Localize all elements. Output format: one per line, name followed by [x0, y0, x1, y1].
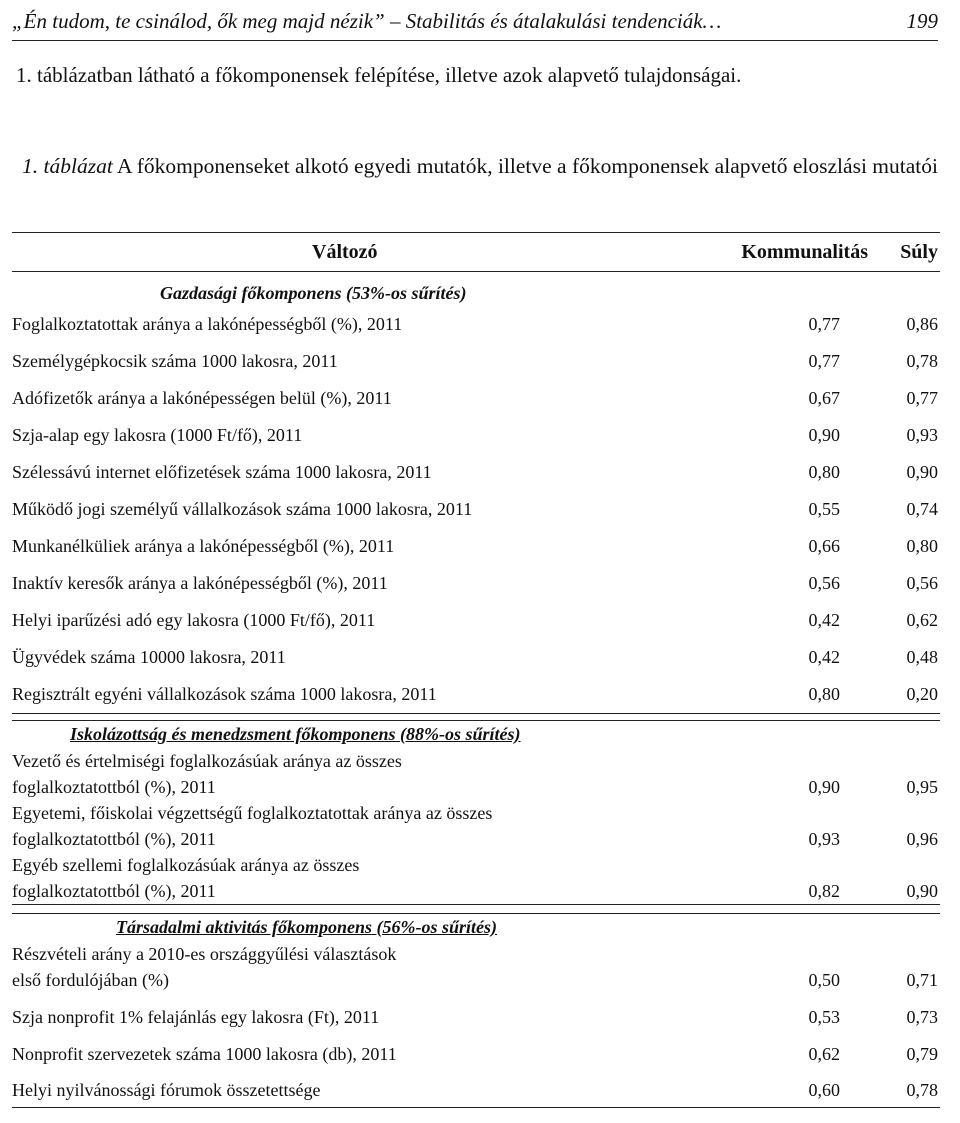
group-rows-economic [12, 306, 940, 714]
intro-paragraph: 1. táblázatban látható a főkomponensek felépítése, illetve azok alapvető tulajdonságai. [16, 63, 742, 87]
row-label: Működő jogi személyű vállalkozások száma 1000 lakosra, 2011 [12, 499, 473, 519]
row-label: Személygépkocsik száma 1000 lakosra, 2011 [12, 351, 338, 371]
row-label: Helyi nyilvánossági fórumok összetettsége [12, 1080, 321, 1100]
row-communality: 0,60 [808, 1080, 840, 1100]
table-caption-label: 1. táblázat [22, 154, 113, 178]
row-label: Munkanélküliek aránya a lakónépességből (%), 2011 [12, 536, 395, 556]
row-label-line2: foglalkoztatottból (%), 2011 [12, 881, 216, 901]
row-label: Szja-alap egy lakosra (1000 Ft/fő), 2011 [12, 425, 303, 445]
table-row [12, 343, 940, 380]
row-weight: 0,96 [906, 829, 938, 849]
row-weight: 0,90 [906, 462, 938, 482]
group-rows-education [12, 748, 940, 905]
row-weight: 0,78 [906, 351, 938, 371]
components-table [12, 232, 940, 1108]
row-communality: 0,62 [808, 1044, 840, 1064]
row-weight: 0,20 [906, 684, 938, 704]
table-row [12, 380, 940, 417]
table-row [12, 417, 940, 454]
row-label: Adófizetők aránya a lakónépességen belül (%), 2011 [12, 388, 392, 408]
row-label: Foglalkoztatottak aránya a lakónépességből (%), 2011 [12, 314, 403, 334]
row-label: Nonprofit szervezetek száma 1000 lakosra (db), 2011 [12, 1044, 397, 1064]
row-weight: 0,73 [906, 1007, 938, 1027]
row-communality: 0,55 [808, 499, 840, 519]
row-weight: 0,95 [906, 777, 938, 797]
row-weight: 0,62 [906, 610, 938, 630]
row-weight: 0,78 [906, 1080, 938, 1100]
row-communality: 0,66 [808, 536, 840, 556]
row-weight: 0,71 [906, 970, 938, 990]
row-label: Szja nonprofit 1% felajánlás egy lakosra (Ft), 2011 [12, 1007, 380, 1027]
row-weight: 0,74 [906, 499, 938, 519]
row-label: Ügyvédek száma 10000 lakosra, 2011 [12, 647, 286, 667]
row-label-line2: első fordulójában (%) [12, 970, 169, 990]
table-row [12, 1036, 940, 1073]
row-communality: 0,80 [808, 462, 840, 482]
column-header-weight: Súly [900, 241, 938, 263]
table-row [12, 1073, 940, 1108]
table-row [12, 999, 940, 1036]
table-row [12, 565, 940, 602]
row-communality: 0,90 [808, 777, 840, 797]
table-row [12, 454, 940, 491]
table-row [12, 491, 940, 528]
column-header-variable: Változó [312, 241, 378, 263]
row-communality: 0,67 [808, 388, 840, 408]
row-weight: 0,56 [906, 573, 938, 593]
row-label-line2: foglalkoztatottból (%), 2011 [12, 829, 216, 849]
row-weight: 0,90 [906, 881, 938, 901]
row-communality: 0,56 [808, 573, 840, 593]
row-communality: 0,77 [808, 351, 840, 371]
row-label-line1: Egyetemi, főiskolai végzettségű foglalkoztatottak aránya az összes [12, 803, 493, 823]
group-title-education: Iskolázottság és menedzsment főkomponens (88%-os sűrítés) [12, 720, 940, 748]
row-weight: 0,80 [906, 536, 938, 556]
row-label: Szélessávú internet előfizetések száma 1000 lakosra, 2011 [12, 462, 432, 482]
table-row [12, 528, 940, 565]
row-communality: 0,50 [808, 970, 840, 990]
row-label: Inaktív keresők aránya a lakónépességből (%), 2011 [12, 573, 388, 593]
row-communality: 0,93 [808, 829, 840, 849]
table-row [12, 852, 940, 905]
running-header-title: „Én tudom, te csinálod, ők meg majd nézik” – Stabilitás és átalakulási tendenciák… [12, 9, 722, 33]
table-row [12, 941, 940, 993]
row-label: Helyi iparűzési adó egy lakosra (1000 Ft/fő), 2011 [12, 610, 376, 630]
table-row [12, 748, 940, 800]
group-title-social: Társadalmi aktivitás főkomponens (56%-os sűrítés) [12, 913, 940, 941]
row-weight: 0,48 [906, 647, 938, 667]
table-row [12, 676, 940, 714]
row-communality: 0,42 [808, 647, 840, 667]
row-communality: 0,82 [808, 881, 840, 901]
row-weight: 0,79 [906, 1044, 938, 1064]
row-communality: 0,80 [808, 684, 840, 704]
row-label-line2: foglalkoztatottból (%), 2011 [12, 777, 216, 797]
row-communality: 0,90 [808, 425, 840, 445]
table-row [12, 639, 940, 676]
table-row [12, 602, 940, 639]
row-weight: 0,93 [906, 425, 938, 445]
group-title-economic: Gazdasági főkomponens (53%-os sűrítés) [160, 283, 467, 303]
row-weight: 0,77 [906, 388, 938, 408]
table-caption [0, 150, 960, 182]
row-communality: 0,42 [808, 610, 840, 630]
table-row [12, 800, 940, 852]
table-caption-text: A főkomponenseket alkotó egyedi mutatók, illetve a főkomponensek alapvető eloszlási mutatói [117, 154, 938, 178]
table-header [12, 232, 940, 272]
row-label-line1: Részvételi arány a 2010-es országgyűlési választások [12, 944, 397, 964]
table-row [12, 306, 940, 343]
group-rows-social [12, 941, 940, 1108]
row-weight: 0,86 [906, 314, 938, 334]
running-header [12, 2, 938, 41]
page-number: 199 [906, 9, 938, 33]
row-communality: 0,53 [808, 1007, 840, 1027]
column-header-communality: Kommunalitás [741, 241, 868, 263]
row-label-line1: Egyéb szellemi foglalkozásúak aránya az összes [12, 855, 360, 875]
row-label-line1: Vezető és értelmiségi foglalkozásúak aránya az összes [12, 751, 402, 771]
row-label: Regisztrált egyéni vállalkozások száma 1000 lakosra, 2011 [12, 684, 437, 704]
row-communality: 0,77 [808, 314, 840, 334]
